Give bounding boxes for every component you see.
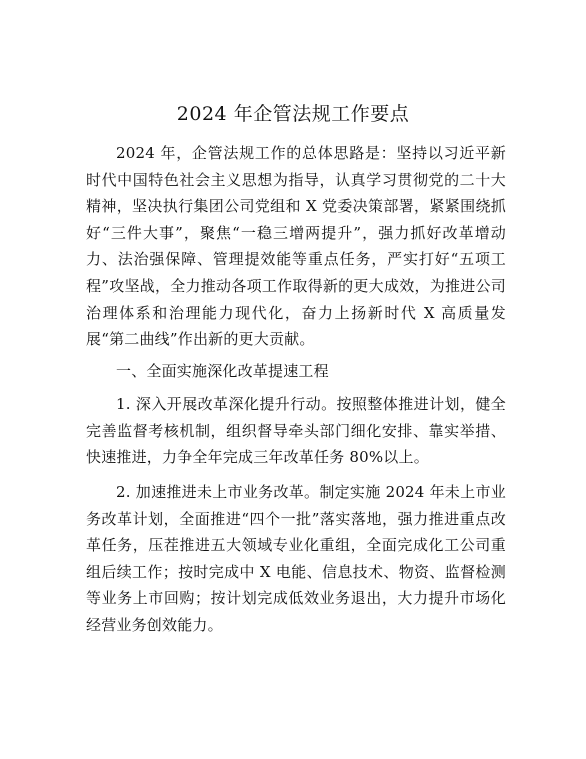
paragraph-overview: 2024 年，企管法规工作的总体思路是：坚持以习近平新时代中国特色社会主义思想为指导，认真学习贯彻党的二十大精神，坚决执行集团公司党组和 X 党委决策部署，紧紧围绕抓好“三件大事”，聚焦“一稳三增两提升”，强力抓好改革增动力、法治强保障、管理提效能等重点任务，严实打好“五项工程”攻坚战，全力推动各项工作取得新的更大成效，为推进公司治理体系和治理能力现代化，奋力上扬新时代 X 高质量发展“第二曲线”作出新的更大贡献。 — [86, 144, 506, 349]
paragraph-item-2: 2. 加速推进未上市业务改革。制定实施 2024 年未上市业务改革计划，全面推进“四个一批”落实落地，强力推进重点改革任务，压茬推进五大领域专业化重组，全面完成化工公司重组后续工作；按时完成中 X 电能、信息技术、物资、监督检测等业务上市回购；按计划完成低效业务退出，大力提升市场化经营业务创效能力。 — [86, 483, 506, 634]
document-title: 2024 年企管法规工作要点 — [176, 103, 410, 125]
paragraph-item-1: 1. 深入开展改革深化提升行动。按照整体推进计划，健全完善监督考核机制，组织督导牵头部门细化安排、靠实举措、快速推进，力争全年完成三年改革任务 80%以上。 — [86, 395, 506, 467]
section-heading: 一、全面实施深化改革提速工程 — [116, 362, 329, 380]
